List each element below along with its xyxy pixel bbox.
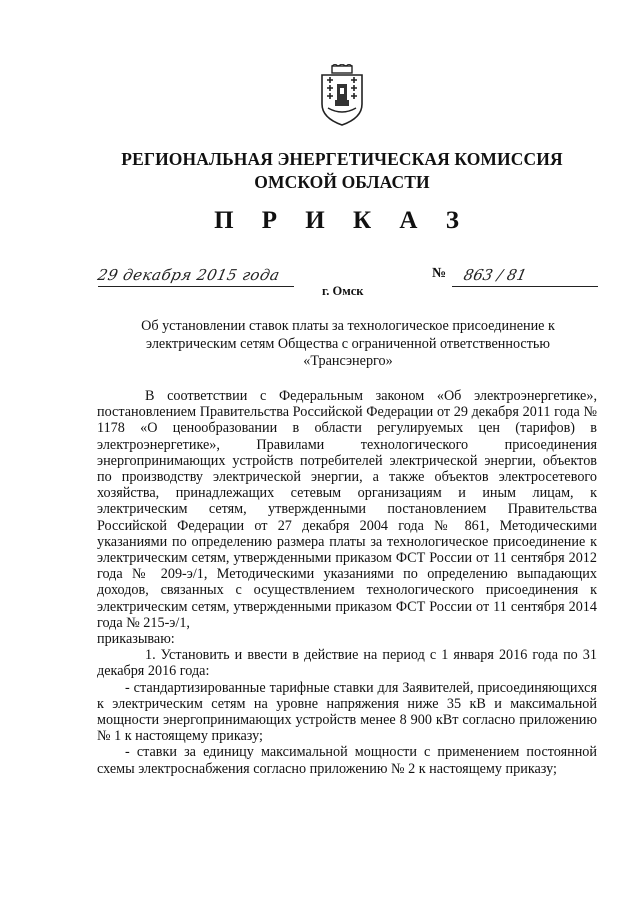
item-1: 1. Установить и ввести в действие на период с 1 января 2016 года по 31 декабря 2016 года: xyxy=(97,647,597,680)
dash-item-1: - стандартизированные тарифные ставки для Заявителей, присоединяющихся к электрическим сетям на уровне напряжения ниже 35 кВ и максимальной мощности энергопринимающих устройств менее 8 900 кВт согласно приложению № 1 к настоящему приказу; xyxy=(97,679,597,745)
subject-line: «Трансэнерго» xyxy=(303,353,393,369)
coat-of-arms-icon xyxy=(318,64,366,126)
handwritten-date: 29 декабря 2015 года xyxy=(96,266,282,284)
subject-line: Об установлении ставок платы за технологическое присоединение к xyxy=(141,318,555,334)
order-word: приказываю: xyxy=(97,631,175,648)
order-body xyxy=(97,388,597,777)
city-label: г. Омск xyxy=(322,284,364,298)
document-title: П Р И К А З xyxy=(214,207,470,234)
date-underline xyxy=(98,286,294,287)
organization-name-line1: РЕГИОНАЛЬНАЯ ЭНЕРГЕТИЧЕСКАЯ КОМИССИЯ xyxy=(121,149,563,169)
number-underline xyxy=(452,286,598,287)
handwritten-number: 863 / 81 xyxy=(462,266,529,284)
organization-name-line2: ОМСКОЙ ОБЛАСТИ xyxy=(254,172,430,192)
dash-item-2: - ставки за единицу максимальной мощности с применением постоянной схемы электроснабжения согласно приложению № 2 к настоящему приказу; xyxy=(97,744,597,777)
number-sign: № xyxy=(432,266,447,281)
order-subject xyxy=(108,318,588,371)
subject-line: электрическим сетям Общества с ограниченной ответственностью xyxy=(146,335,550,352)
preamble-paragraph: В соответствии с Федеральным законом «Об электроэнергетике», постановлением Правительства Российской Федерации от 29 декабря 2011 года № 1178 «О ценообразовании в области регулируемых цен (тарифов) в электроэнергетике», Правилами технологического присоединения энергопринимающих устройств потребителей электрической энергии, объектов по производству электрической энергии, а также объектов электросетевого хозяйства, принадлежащих сетевым организациям и иным лицам, к электрическим сетям, утвержденными постановлением Правительства Российской Федерации от 27 декабря 2004 года № 861, Методическими указаниями по определению размера платы за технологическое присоединение к электрическим сетям, утвержденными приказом ФСТ России от 11 сентября 2012 года № 209-э/1, Методическими указаниями по определению выпадающих доходов, связанных с осуществлением технологического присоединения к электрическим сетям, утвержденными приказом ФСТ России от 11 сентября 2014 года № 215-э/1, xyxy=(97,388,597,631)
